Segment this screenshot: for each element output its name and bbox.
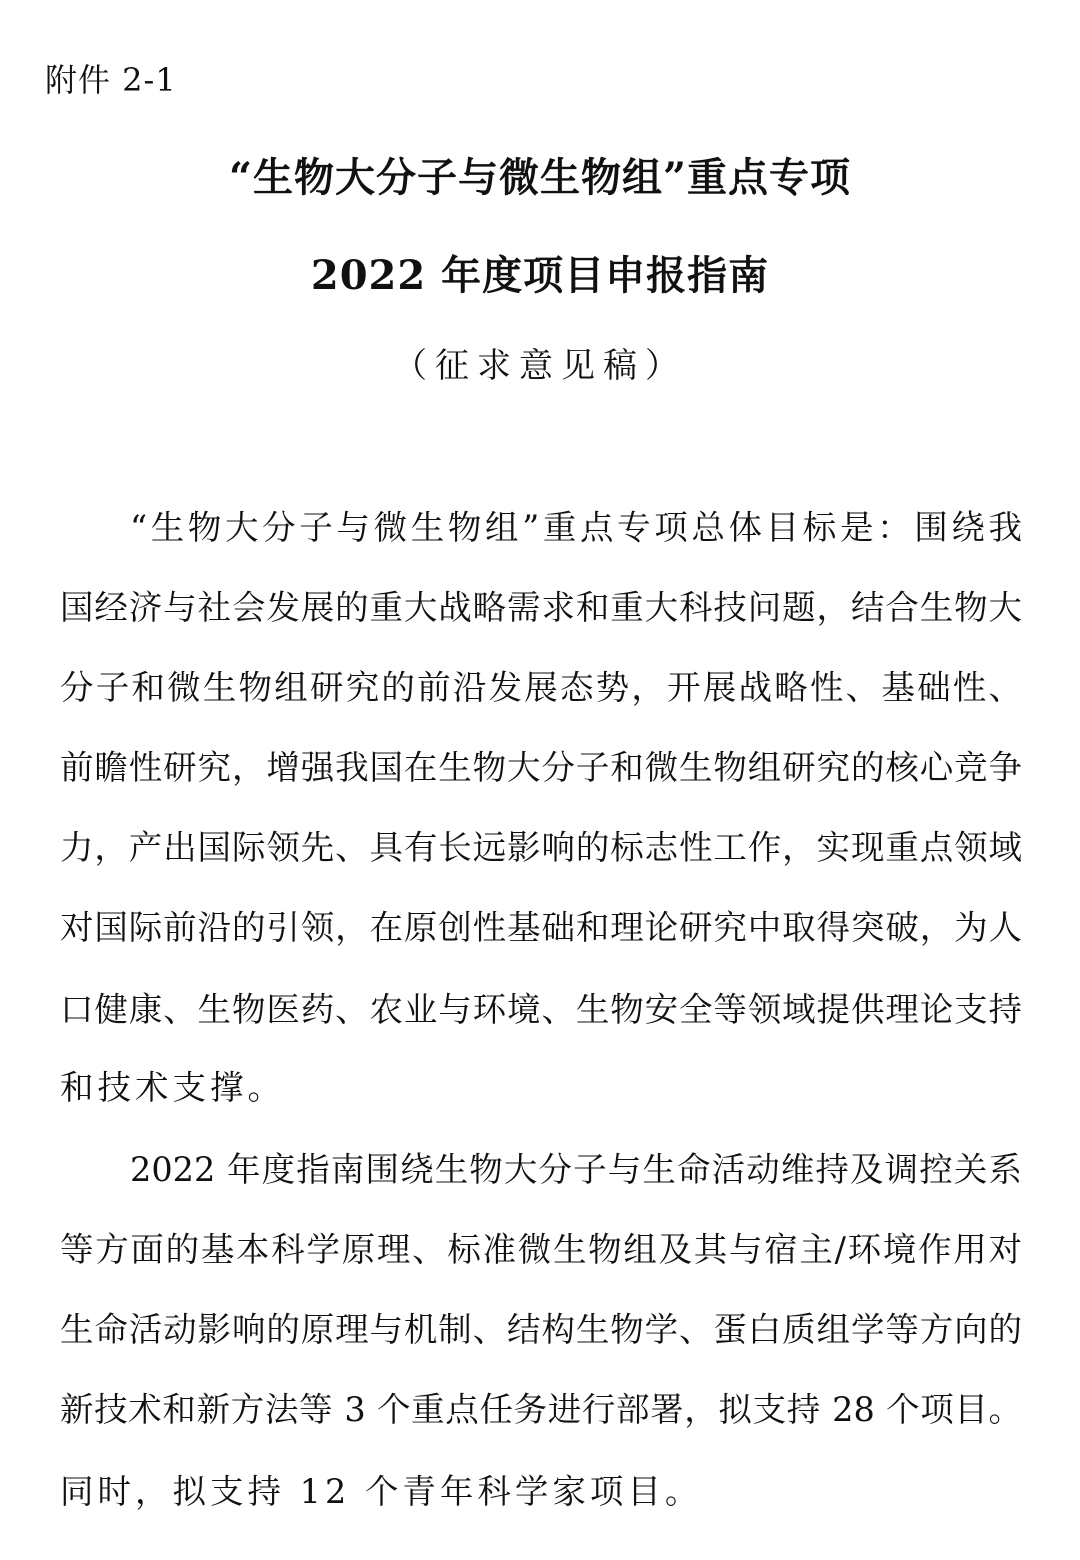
paragraph-line: “生物大分子与微生物组”重点专项总体目标是：围绕我 (130, 508, 1022, 547)
paragraph-line: 2022 年度指南围绕生物大分子与生命活动维持及调控关系 (130, 1150, 1022, 1189)
draft-subtitle: （征求意见稿） (393, 346, 687, 386)
paragraph-line: 分子和微生物组研究的前沿发展态势，开展战略性、基础性、 (60, 668, 1022, 707)
document-title-line-2: 2022 年度项目申报指南 (310, 252, 770, 299)
paragraph-line: 口健康、生物医药、农业与环境、生物安全等领域提供理论支持 (60, 990, 1022, 1029)
paragraph-line: 新技术和新方法等 3 个重点任务进行部署，拟支持 28 个项目。 (60, 1390, 1022, 1429)
document-title-line-1: “生物大分子与微生物组”重点专项 (228, 154, 851, 201)
paragraph-line: 生命活动影响的原理与机制、结构生物学、蛋白质组学等方向的 (60, 1310, 1022, 1349)
paragraph-line: 同时，拟支持 12 个青年科学家项目。 (60, 1472, 703, 1511)
paragraph-line: 和技术支撑。 (60, 1068, 285, 1107)
paragraph-line: 前瞻性研究，增强我国在生物大分子和微生物组研究的核心竞争 (60, 748, 1022, 787)
paragraph-line: 力，产出国际领先、具有长远影响的标志性工作，实现重点领域 (60, 828, 1022, 867)
paragraph-line: 国经济与社会发展的重大战略需求和重大科技问题，结合生物大 (60, 588, 1022, 627)
attachment-label: 附件 2-1 (45, 61, 177, 99)
paragraph-line: 等方面的基本科学原理、标准微生物组及其与宿主/环境作用对 (60, 1230, 1022, 1269)
paragraph-line: 对国际前沿的引领，在原创性基础和理论研究中取得突破，为人 (60, 908, 1022, 947)
